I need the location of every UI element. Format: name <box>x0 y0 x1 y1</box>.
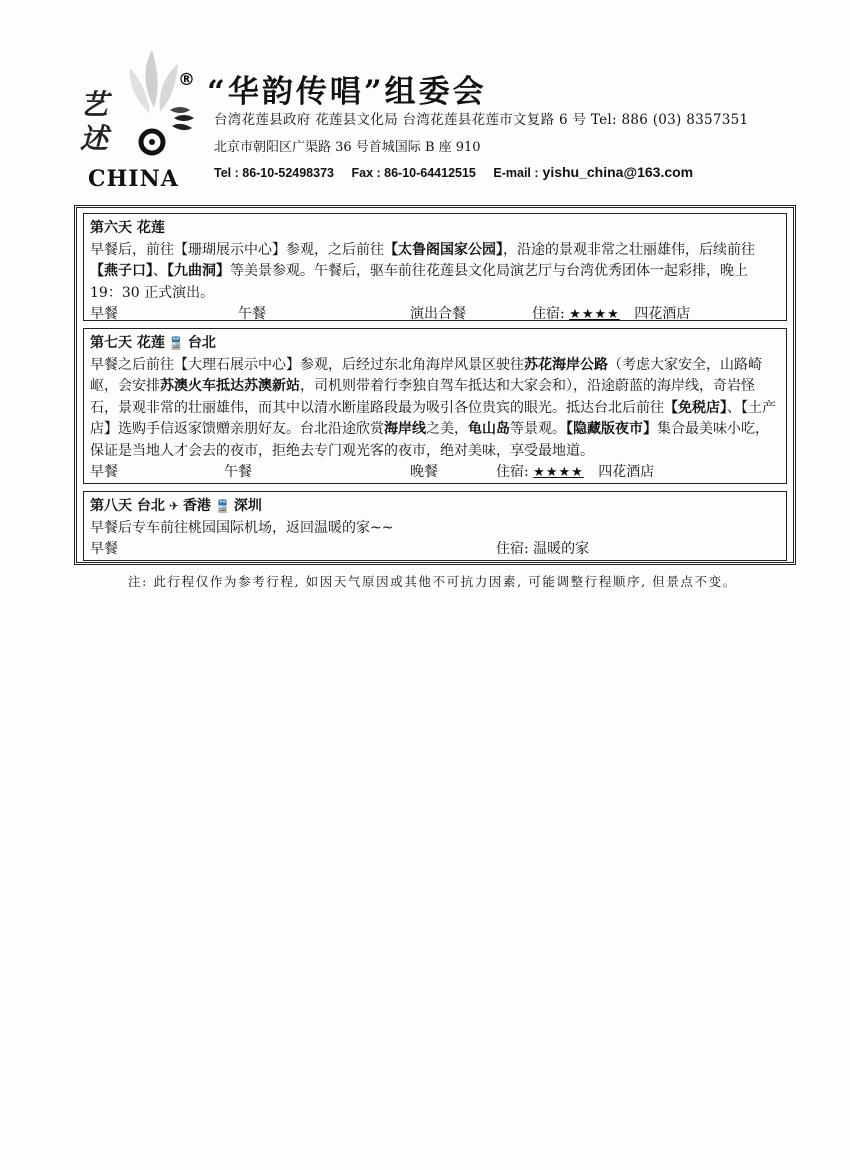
day-7-section <box>83 328 787 484</box>
address-line-2: 北京市朝阳区广渠路 36 号首城国际 B 座 910 <box>214 140 481 155</box>
day-6-section <box>83 213 787 321</box>
itinerary-frame <box>74 205 796 565</box>
day-8-title: 第八天 台北 ✈ 香港 🚆 深圳 <box>90 498 262 514</box>
day-8-section <box>83 491 787 561</box>
airplane-icon: ✈ <box>168 499 179 513</box>
train-icon: 🚆 <box>168 336 184 350</box>
tel-number: Tel : 86-10-52498373 <box>214 166 334 180</box>
meal-dinner: 演出合餐 <box>410 306 466 322</box>
meal-lunch: 午餐 <box>224 464 252 480</box>
day-7-title: 第七天 花莲 🚆 台北 <box>90 335 216 351</box>
day-6-title: 第六天 花莲 <box>90 220 165 236</box>
meal-dinner: 晚餐 <box>410 464 438 480</box>
contact-line <box>214 164 707 180</box>
meal-lunch: 午餐 <box>238 306 266 322</box>
fax-number: Fax : 86-10-64412515 <box>351 166 476 180</box>
brand-logo <box>72 48 190 193</box>
day-7-meals <box>90 462 778 484</box>
meal-breakfast: 早餐 <box>90 541 118 557</box>
hotel-info: 住宿: ★★★★ 四花酒店 <box>496 464 655 480</box>
train-icon: 🚆 <box>214 499 230 513</box>
organizer-title: “华韵传唱”组委会 <box>207 74 487 110</box>
hotel-info: 住宿: 温暖的家 <box>496 541 590 557</box>
star-rating: ★★★★ <box>533 465 584 480</box>
day-6-description: 早餐后，前往【珊瑚展示中心】参观，之后前往【太鲁阁国家公园】，沿途的景观非常之壮丽雄伟，后续前往【燕子口】、【九曲洞】等美景参观。午餐后，驱车前往花莲县文化局演艺厅与台湾优秀团体一起彩排，晚上 19：30 正式演出。 <box>90 241 755 301</box>
hotel-info: 住宿: ★★★★ 四花酒店 <box>532 306 691 322</box>
day-7-description: 早餐之后前往【大理石展示中心】参观，后经过东北角海岸风景区驶往苏花海岸公路（考虑大家安全，山路崎岖，会安排苏澳火车抵达苏澳新站，司机则带着行李独自驾车抵达和大家会和），沿途蔚蓝的海岸线，奇岩怪石，景观非常的壮丽雄伟，而其中以清水断崖路段最为吸引各位贵宾的眼光。抵达台北后前往【免税店】、【土产店】选购手信返家馈赠亲朋好友。台北沿途欣赏海岸线之美，龟山岛等景观。【隐藏版夜市】集合最美味小吃，保证是当地人才会去的夜市，拒绝去专门观光客的夜市，绝对美味，享受最地道。 <box>90 356 776 459</box>
star-rating: ★★★★ <box>569 307 620 322</box>
address-line-1: 台湾花莲县政府 花莲县文化局 台湾花莲县花莲市文复路 6 号 Tel: 886 (03) 8357351 <box>214 112 749 128</box>
registered-mark: ® <box>178 70 195 90</box>
logo-text: CHINA <box>88 166 179 192</box>
meal-breakfast: 早餐 <box>90 306 118 322</box>
day-8-meals <box>90 539 778 561</box>
itinerary-note: 注: 此行程仅作为参考行程, 如因天气原因或其他不可抗力因素, 可能调整行程顺序, 但景点不变。 <box>128 574 737 589</box>
meal-breakfast: 早餐 <box>90 464 118 480</box>
day-8-description: 早餐后专车前往桃园国际机场，返回温暖的家~~ <box>90 519 394 536</box>
day-6-meals <box>90 304 778 326</box>
logo-chinese-chars: 艺 述 <box>80 88 109 155</box>
wheat-logo-icon <box>114 48 194 168</box>
email-address: yishu_china@163.com <box>542 164 694 180</box>
email-label: E-mail : <box>493 166 539 180</box>
